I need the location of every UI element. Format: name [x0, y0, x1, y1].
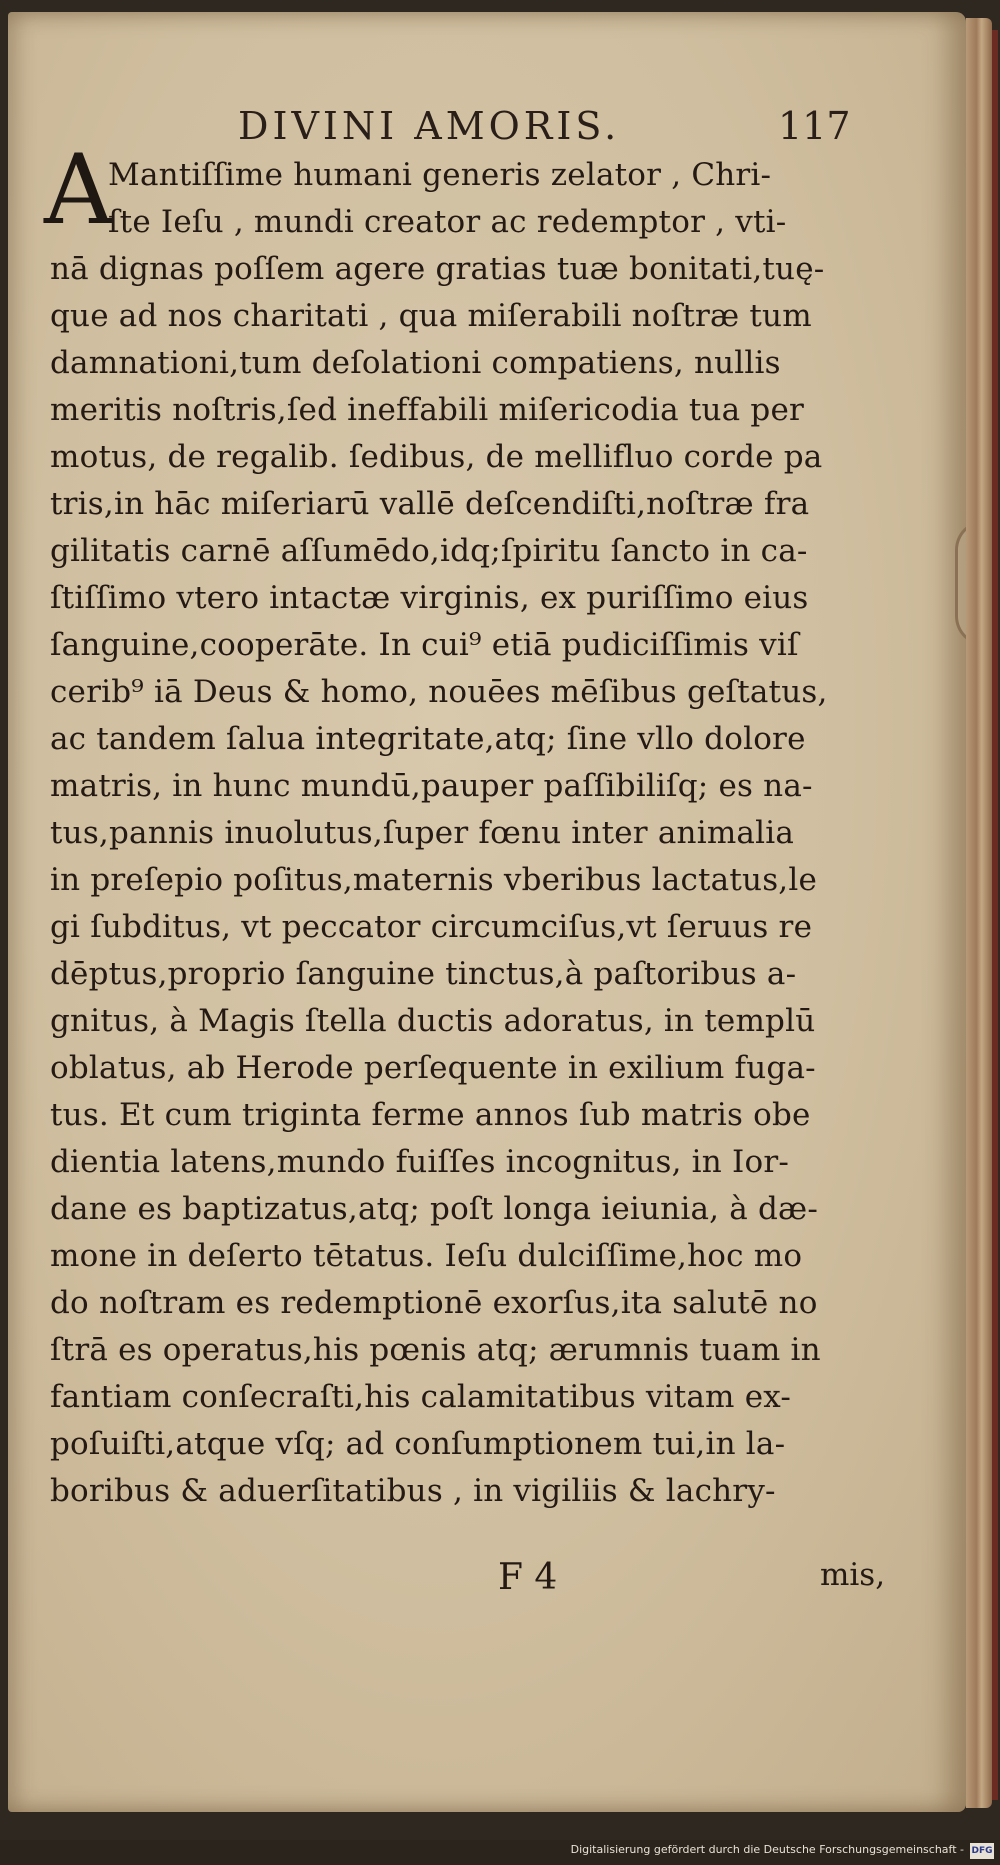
text-line: tus. Et cum triginta ferme annos ſub matris obe — [50, 1097, 811, 1133]
text-line: matris, in hunc mundū,pauper paſſibiliſq; es na- — [50, 768, 813, 804]
text-line: ac tandem ſalua integritate,atq; ſine vllo dolore — [50, 721, 806, 757]
text-line: boribus & aduerſitatibus , in vigiliis & lachry- — [50, 1473, 776, 1509]
running-title: DIVINI AMORIS. — [238, 104, 621, 148]
text-line: cerib⁹ iā Deus & homo, nouēes mēſibus geſtatus, — [50, 674, 828, 710]
text-line: que ad nos charitati , qua miſerabili noſtræ tum — [50, 298, 812, 334]
text-line: ſanguine,cooperāte. In cui⁹ etiā pudiciſſimis viſ — [50, 627, 799, 663]
drop-capital: A — [44, 134, 114, 246]
credit-bar — [0, 1840, 1000, 1865]
text-line: dēptus,proprio ſanguine tinctus,à paſtoribus a- — [50, 956, 797, 992]
text-line: ſtiſſimo vtero intactæ virginis, ex puriſſimo eius — [50, 580, 809, 616]
text-line: gi ſubditus, vt peccator circumciſus,vt ſeruus re — [50, 909, 813, 945]
text-line: fantiam conſecraſti,his calamitatibus vitam ex- — [50, 1379, 792, 1415]
page-number: 117 — [778, 104, 851, 148]
catchword: mis, — [820, 1557, 886, 1593]
text-line: tus,pannis inuolutus,ſuper fœnu inter animalia — [50, 815, 795, 851]
text-line: gnitus, à Magis ſtella ductis adoratus, in templū — [50, 1003, 816, 1039]
text-line: damnationi,tum deſolationi compatiens, nullis — [50, 345, 781, 381]
text-line: nā dignas poſſem agere gratias tuæ bonitati,tuę- — [50, 251, 825, 287]
text-line: do noſtram es redemptionē exorſus,ita salutē no — [50, 1285, 818, 1321]
text-line: oblatus, ab Herode perſequente in exilium fuga- — [50, 1050, 816, 1086]
text-line: in preſepio poſitus,maternis vberibus lactatus,le — [50, 862, 818, 898]
text-line: ſte Ieſu , mundi creator ac redemptor , vti- — [108, 204, 787, 240]
page-header — [8, 104, 966, 156]
dfg-logo-icon: DFG — [970, 1843, 994, 1859]
text-line: meritis noſtris,ſed ineffabili miſericodia tua per — [50, 392, 805, 428]
text-line: ſtrā es operatus,his pœnis atq; ærumnis tuam in — [50, 1332, 821, 1368]
text-line: dientia latens,mundo fuiſſes incognitus, in Ior- — [50, 1144, 790, 1180]
text-line: motus, de regalib. ſedibus, de mellifluo corde pa — [50, 439, 823, 475]
signature-mark: F 4 — [498, 1557, 558, 1598]
credit-text: Digitalisierung gefördert durch die Deutsche Forschungsgemeinschaft - — [570, 1843, 964, 1856]
binding-edge — [992, 30, 998, 1800]
text-line: mone in deſerto tētatus. Ieſu dulciſſime,hoc mo — [50, 1238, 803, 1274]
text-line: tris,in hāc miſeriarū vallē deſcendiſti,noſtræ fra — [50, 486, 810, 522]
book-page — [8, 12, 966, 1812]
page-edge — [966, 18, 992, 1808]
body-text — [50, 152, 880, 1515]
text-line: Mantiſſime humani generis zelator , Chri- — [108, 157, 772, 193]
text-line: dane es baptizatus,atq; poſt longa ieiunia, à dæ- — [50, 1191, 819, 1227]
text-line: poſuiſti,atque vſq; ad conſumptionem tui,in la- — [50, 1426, 786, 1462]
text-line: gilitatis carnē aſſumēdo,idq;ſpiritu ſancto in ca- — [50, 533, 808, 569]
